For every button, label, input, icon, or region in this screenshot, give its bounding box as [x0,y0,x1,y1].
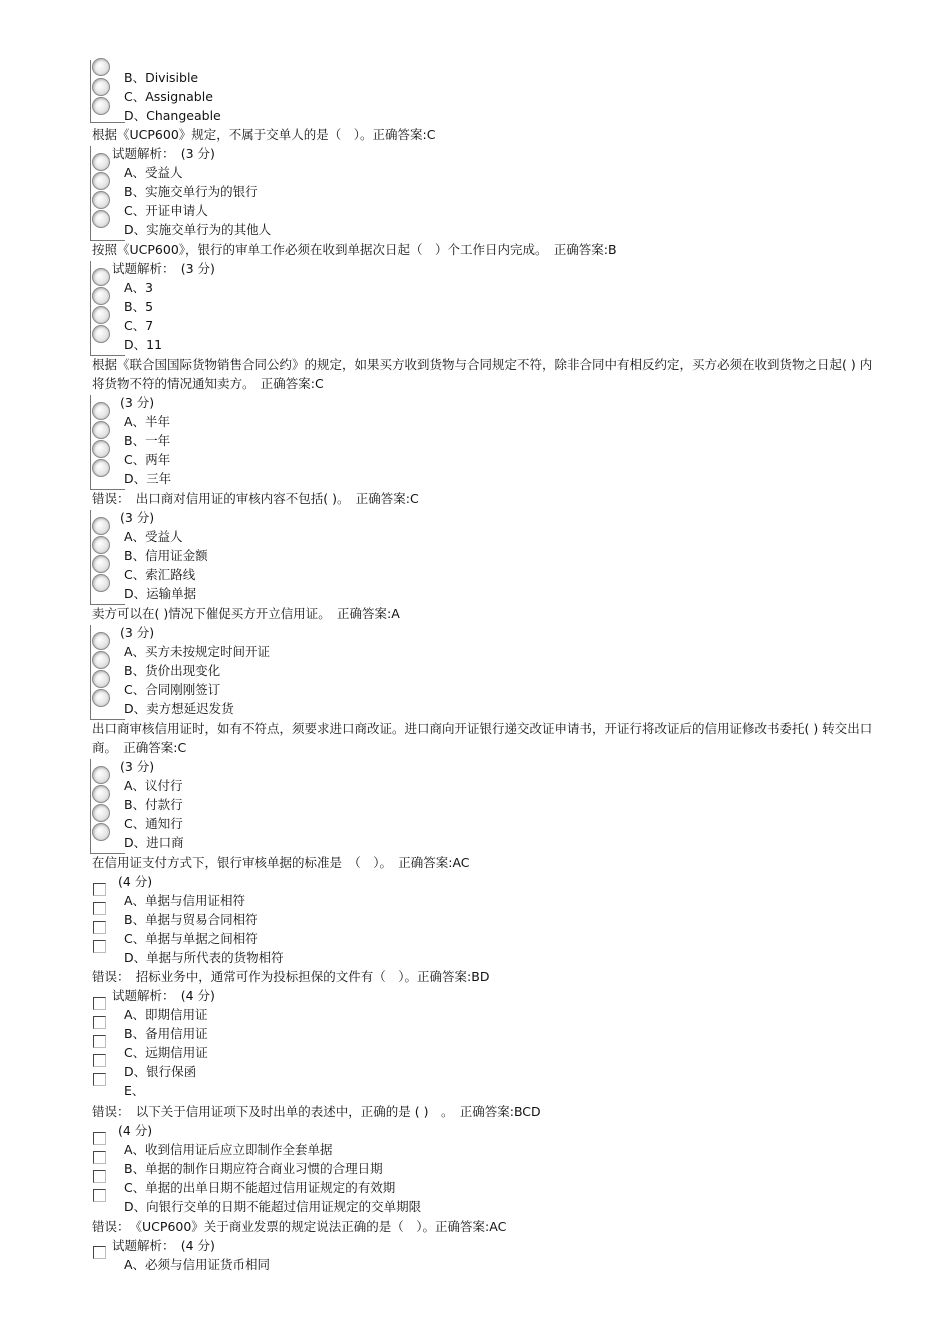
option-label: A、必须与信用证货币相同 [124,1257,271,1272]
radio-button[interactable] [92,325,110,343]
option-label: B、货价出现变化 [124,663,221,678]
checkbox[interactable] [93,1132,106,1145]
option-label: C、远期信用证 [124,1045,208,1060]
checkbox[interactable] [93,883,106,896]
radio-button[interactable] [92,268,110,286]
option-label: C、Assignable [124,89,213,104]
radio-button[interactable] [92,670,110,688]
radio-button[interactable] [92,651,110,669]
option-label: A、受益人 [124,529,183,544]
analysis-score: 试题解析： (4 分) [112,988,215,1003]
option-label: D、11 [124,337,163,352]
question [92,1217,882,1236]
question [92,719,882,757]
radio-button[interactable] [92,823,110,841]
question [92,240,882,259]
option-label: D、三年 [124,471,172,486]
analysis-score: 试题解析： (4 分) [112,1238,215,1253]
analysis-score: (3 分) [120,625,155,640]
radio-button[interactable] [92,287,110,305]
option-label: B、一年 [124,433,171,448]
checkbox[interactable] [93,1073,106,1086]
checkbox[interactable] [93,1170,106,1183]
question [92,853,882,872]
radio-button[interactable] [92,306,110,324]
option-label: B、Divisible [124,70,199,85]
analysis-score: 试题解析： (3 分) [112,261,215,276]
radio-button[interactable] [92,766,110,784]
radio-button[interactable] [92,555,110,573]
option-label: B、5 [124,299,154,314]
question-text: 错误： 以下关于信用证项下及时出单的表述中，正确的是 ( ) 。 正确答案:BCD [92,1104,541,1119]
option-label: D、单据与所代表的货物相符 [124,950,284,965]
radio-button[interactable] [92,689,110,707]
radio-button[interactable] [92,804,110,822]
option-label: C、7 [124,318,154,333]
option-label: B、付款行 [124,797,183,812]
checkbox[interactable] [93,1246,106,1259]
checkbox[interactable] [93,902,106,915]
option-label: E、 [124,1083,145,1098]
error-prefix: 错误： [92,1104,124,1119]
option-label: A、半年 [124,414,171,429]
radio-button[interactable] [92,574,110,592]
checkbox[interactable] [93,997,106,1010]
option-label: D、进口商 [124,835,184,850]
radio-button[interactable] [92,536,110,554]
analysis-score: (4 分) [118,874,153,889]
question [92,489,882,508]
option-label: C、通知行 [124,816,183,831]
option-label: A、单据与信用证相符 [124,893,246,908]
option-label: A、议付行 [124,778,183,793]
radio-button[interactable] [92,210,110,228]
error-prefix: 错误： [92,1219,124,1234]
radio-button[interactable] [92,191,110,209]
option-label: B、单据与贸易合同相符 [124,912,258,927]
error-prefix: 错误： [92,969,124,984]
question [92,125,882,144]
checkbox[interactable] [93,1151,106,1164]
option-label: C、合同刚刚签订 [124,682,221,697]
option-label: A、即期信用证 [124,1007,208,1022]
analysis-score: (3 分) [120,395,155,410]
radio-button[interactable] [92,517,110,535]
option-label: A、受益人 [124,165,183,180]
radio-button[interactable] [92,459,110,477]
checkbox[interactable] [93,1189,106,1202]
checkbox[interactable] [93,1035,106,1048]
question-text: 出口商审核信用证时，如有不符点，须要求进口商改证。进口商向开证银行递交改证申请书，开证行将改证后的信用证修改书委托( ) 转交出口商。 正确答案:C [92,721,873,755]
option-label: A、3 [124,280,154,295]
option-label: D、向银行交单的日期不能超过信用证规定的交单期限 [124,1199,422,1214]
radio-button[interactable] [92,632,110,650]
analysis-score: 试题解析： (3 分) [112,146,215,161]
question-text: 根据《UCP600》规定，不属于交单人的是（ ）。正确答案:C [92,127,436,142]
checkbox[interactable] [93,921,106,934]
radio-button[interactable] [92,153,110,171]
option-label: B、信用证金额 [124,548,208,563]
checkbox[interactable] [93,1054,106,1067]
option-label: D、运输单据 [124,586,197,601]
option-label: C、两年 [124,452,171,467]
question-text: 错误： 招标业务中，通常可作为投标担保的文件有（ ）。正确答案:BD [92,969,490,984]
question-text: 根据《联合国国际货物销售合同公约》的规定，如果买方收到货物与合同规定不符，除非合同中有相反约定，买方必须在收到货物之日起( ) 内将货物不符的情况通知卖方。 正确答案:C [92,357,873,391]
option-label: C、单据的出单日期不能超过信用证规定的有效期 [124,1180,396,1195]
analysis-score: (3 分) [120,510,155,525]
analysis-score: (3 分) [120,759,155,774]
question-text: 卖方可以在( )情况下催促买方开立信用证。 正确答案:A [92,606,400,621]
question [92,355,882,393]
question-text: 在信用证支付方式下，银行审核单据的标准是 （ ）。 正确答案:AC [92,855,470,870]
question-text: 错误： 《UCP600》关于商业发票的规定说法正确的是（ ）。正确答案:AC [92,1219,507,1234]
checkbox[interactable] [93,1016,106,1029]
option-label: B、单据的制作日期应符合商业习惯的合理日期 [124,1161,383,1176]
question [92,967,882,986]
option-label: A、收到信用证后应立即制作全套单据 [124,1142,333,1157]
option-label: A、买方未按规定时间开证 [124,644,271,659]
option-label: C、索汇路线 [124,567,196,582]
radio-button[interactable] [92,172,110,190]
error-prefix: 错误： [92,491,124,506]
radio-button[interactable] [92,785,110,803]
option-label: C、单据与单据之间相符 [124,931,258,946]
question-text: 错误： 出口商对信用证的审核内容不包括( )。 正确答案:C [92,491,419,506]
radio-button[interactable] [92,97,110,115]
question [92,604,882,623]
radio-button[interactable] [92,440,110,458]
option-label: D、Changeable [124,108,221,123]
option-label: B、备用信用证 [124,1026,208,1041]
option-label: D、实施交单行为的其他人 [124,222,272,237]
option-label: C、开证申请人 [124,203,208,218]
radio-button[interactable] [92,421,110,439]
analysis-score: (4 分) [118,1123,153,1138]
radio-button[interactable] [92,402,110,420]
checkbox[interactable] [93,940,106,953]
question-text: 按照《UCP600》，银行的审单工作必须在收到单据次日起（ ）个工作日内完成。 正确答案:B [92,242,617,257]
option-label: B、实施交单行为的银行 [124,184,258,199]
radio-button[interactable] [92,58,110,76]
option-label: D、卖方想延迟发货 [124,701,234,716]
question [92,1102,882,1121]
option-label: D、银行保函 [124,1064,197,1079]
radio-button[interactable] [92,78,110,96]
